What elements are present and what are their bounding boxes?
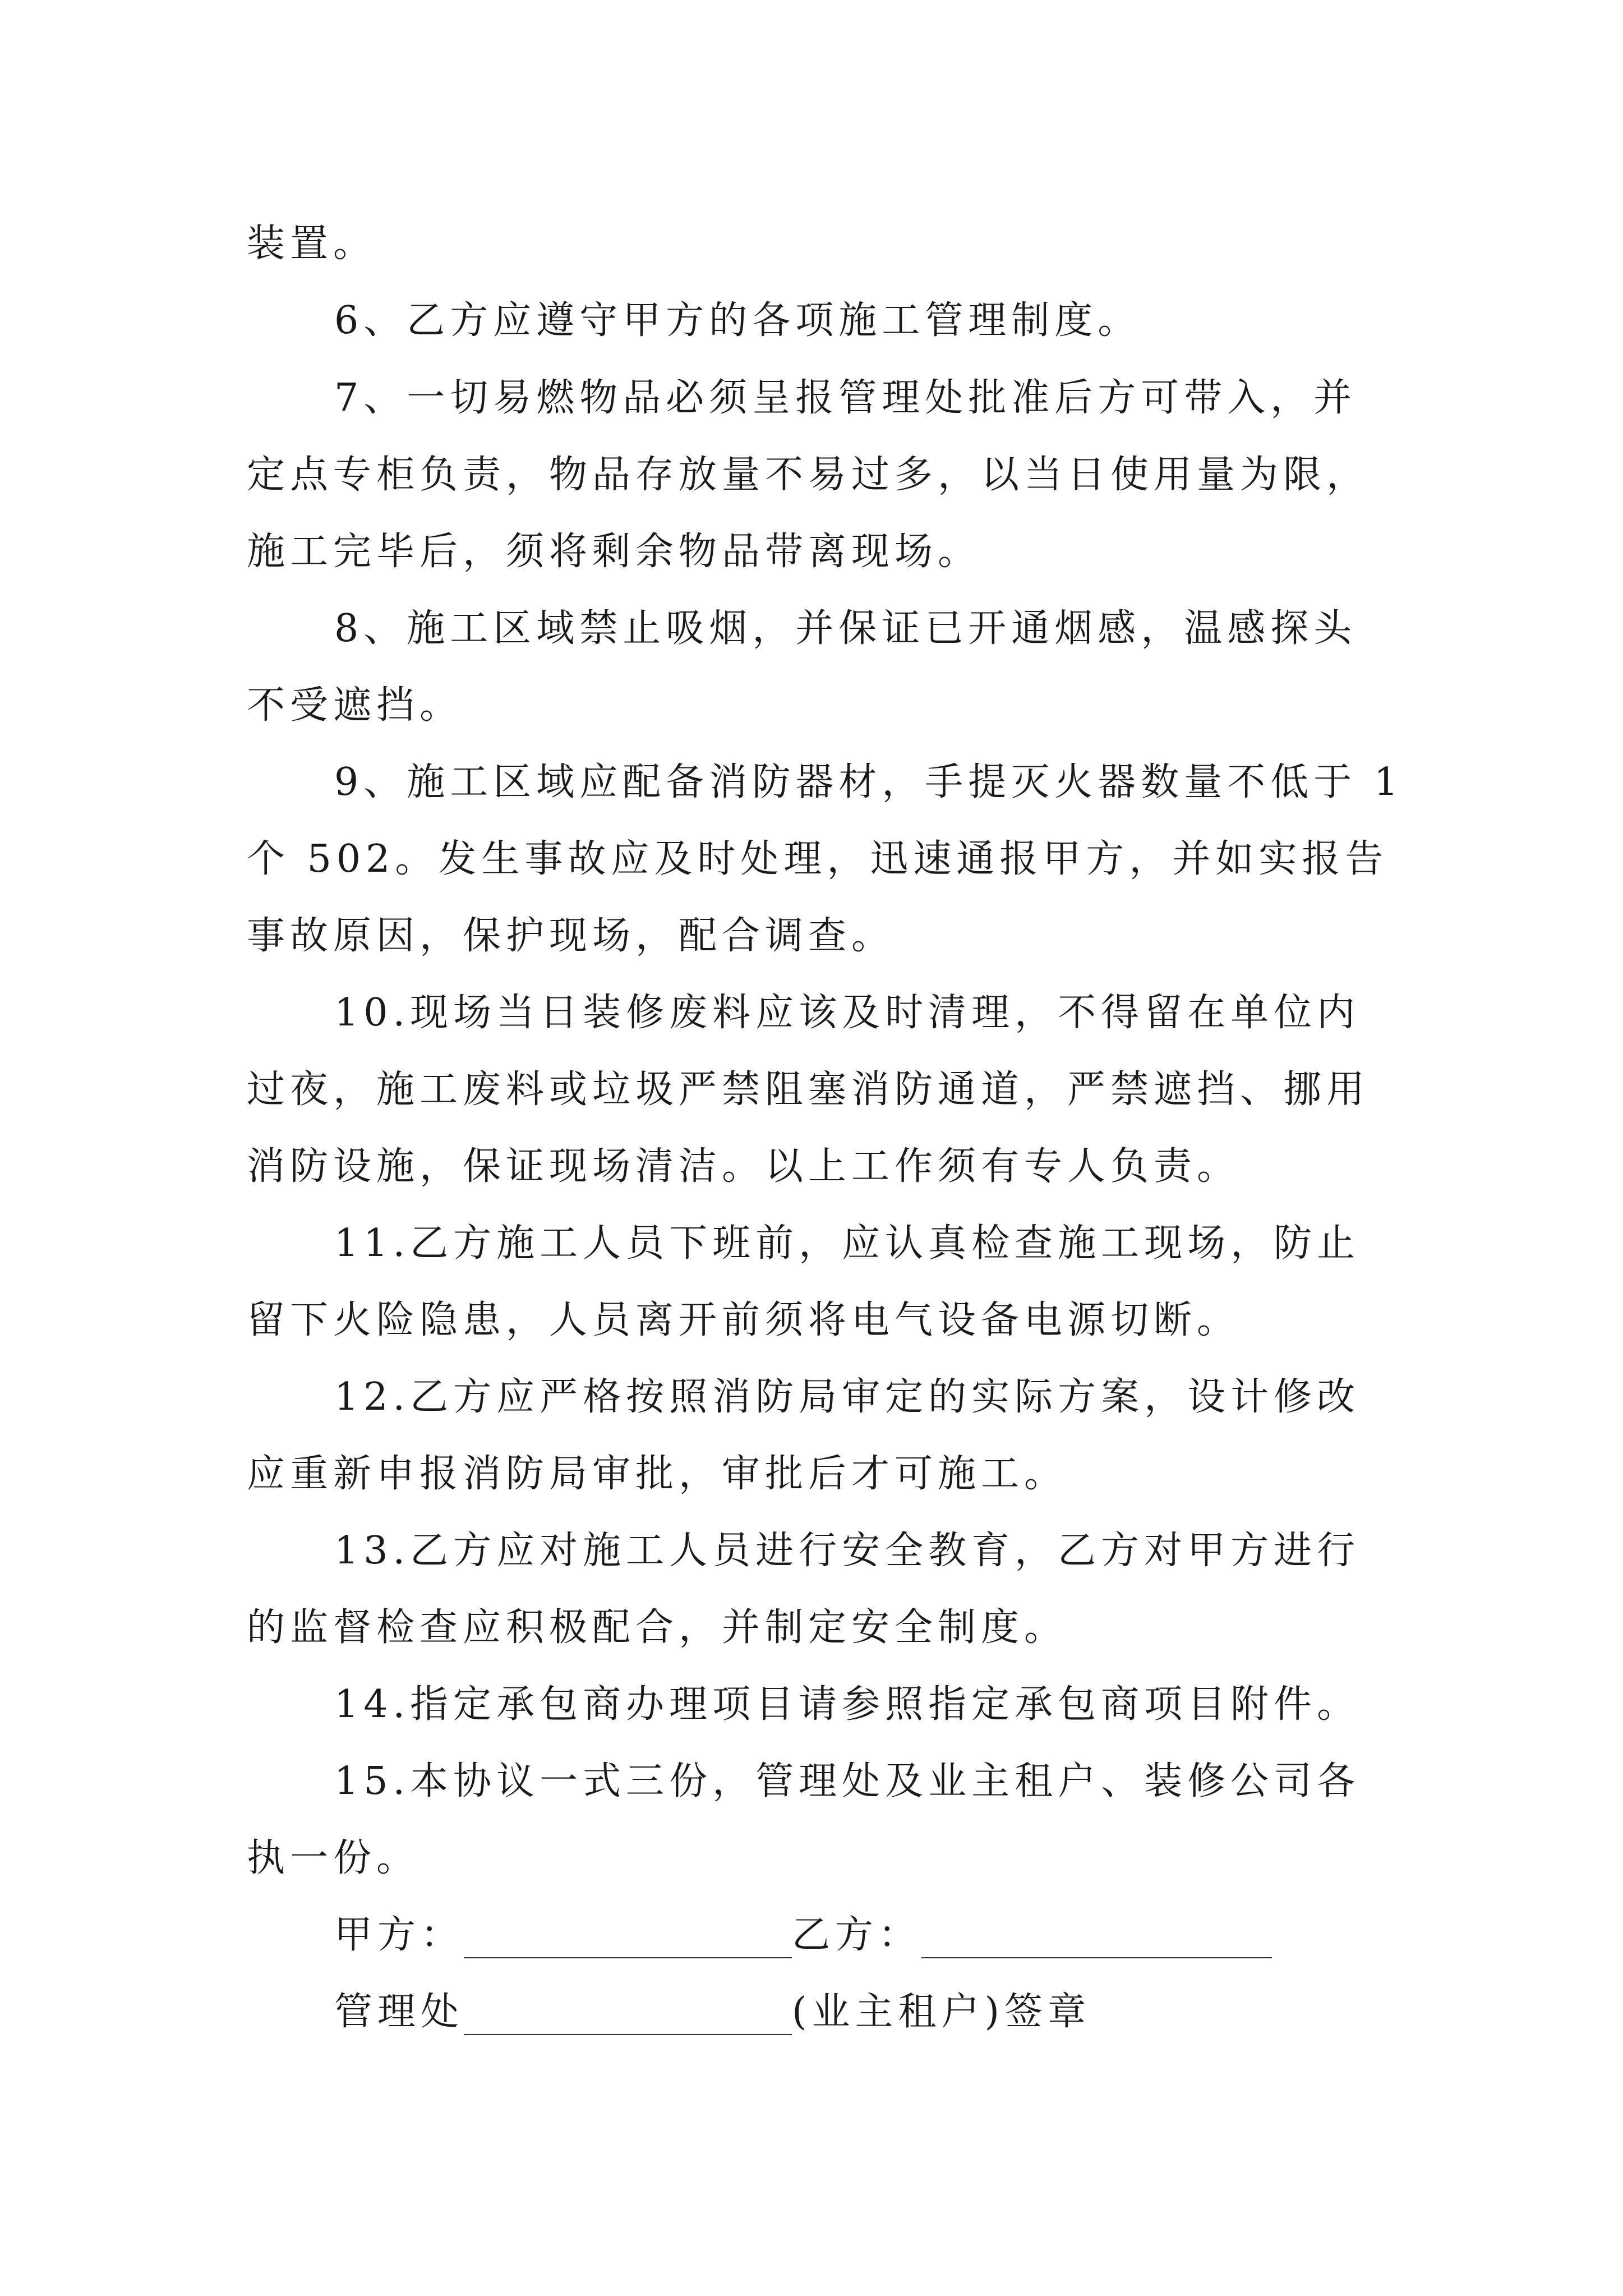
text-line: 不受遮挡。 (247, 683, 463, 728)
clause-14: 14.指定承包商办理项目请参照指定承包商项目附件。 (334, 1682, 1361, 1727)
clause-7: 7、一切易燃物品必须呈报管理处批准后方可带入，并 (334, 376, 1357, 420)
clause-11: 11.乙方施工人员下班前，应认真检查施工现场，防止 (334, 1221, 1361, 1266)
text-line: 的监督检查应积极配合，并制定安全制度。 (247, 1605, 1068, 1650)
text-line: 执一份。 (247, 1836, 420, 1880)
text-line: 定点专柜负责，物品存放量不易过多，以当日使用量为限， (247, 453, 1370, 497)
clause-10: 10.现场当日装修废料应该及时清理，不得留在单位内 (334, 991, 1361, 1035)
party-b-label: 乙方： (792, 1913, 922, 1957)
text-line: 施工完毕后，须将剩余物品带离现场。 (247, 530, 981, 574)
text-line: 装置。 (247, 222, 377, 266)
clause-12: 12.乙方应严格按照消防局审定的实际方案，设计修改 (334, 1375, 1361, 1419)
clause-8: 8、施工区域禁止吸烟，并保证已开通烟感，温感探头 (334, 606, 1357, 651)
signature-row-office (334, 1981, 1091, 2043)
text-line: 消防设施，保证现场清洁。以上工作须有专人负责。 (247, 1144, 1241, 1189)
clause-6: 6、乙方应遵守甲方的各项施工管理制度。 (334, 298, 1141, 343)
office-signature-field[interactable] (464, 2000, 792, 2035)
text-line: 留下火险隐患，人员离开前须将电气设备电源切断。 (247, 1298, 1241, 1342)
clause-9: 9、施工区域应配备消防器材，手提灭火器数量不低于 1 (334, 760, 1404, 804)
owner-seal-label: (业主租户)签章 (792, 1990, 1091, 2034)
clause-13: 13.乙方应对施工人员进行安全教育，乙方对甲方进行 (334, 1529, 1361, 1573)
text-line: 个 502。发生事故应及时处理，迅速通报甲方，并如实报告 (247, 837, 1389, 881)
party-a-label: 甲方： (334, 1913, 464, 1957)
text-line: 过夜，施工废料或垃圾严禁阻塞消防通道，严禁遮挡、挪用 (247, 1068, 1370, 1112)
text-line: 事故原因，保护现场，配合调查。 (247, 914, 895, 958)
clause-15: 15.本协议一式三份，管理处及业主租户、装修公司各 (334, 1759, 1361, 1803)
party-b-signature-field[interactable] (921, 1924, 1272, 1958)
text-line: 应重新申报消防局审批，审批后才可施工。 (247, 1452, 1068, 1496)
signature-row-parties (334, 1904, 1272, 1966)
party-a-signature-field[interactable] (464, 1924, 792, 1958)
office-label: 管理处 (334, 1990, 464, 2034)
